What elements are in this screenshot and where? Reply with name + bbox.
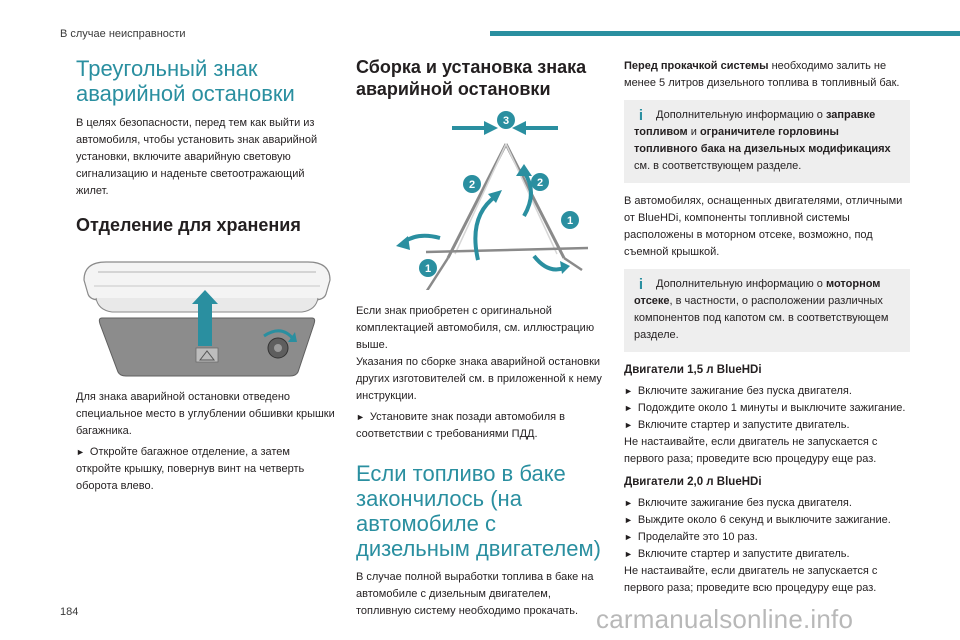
storage-bullet: ► Откройте багажное отделение, а затем откройте крышку, повернув винт на четверть оборота влево. bbox=[76, 446, 305, 492]
assembly-text-2: Указания по сборке знака аварийной остановки других изготовителей см. в приложенной к нему инструкции. bbox=[356, 356, 602, 402]
bullet-arrow-icon: ► bbox=[76, 447, 85, 457]
engine-1-5-title: Двигатели 1,5 л BlueHDi bbox=[624, 364, 762, 376]
page-number: 184 bbox=[60, 606, 79, 618]
safety-intro: В целях безопасности, перед тем как выйти из автомобиля, чтобы установить знак аварийной установки, включите аварийную световую сигнализацию и наденьте светоотражающий жилет. bbox=[76, 117, 318, 197]
column-assembly bbox=[356, 56, 608, 624]
fuel-empty-title: Если топливо в баке закончилось (на автомобиле с дизельным двигателем) bbox=[356, 461, 601, 561]
bullet-arrow-icon: ► bbox=[356, 412, 365, 422]
svg-text:2: 2 bbox=[468, 179, 476, 191]
engine2-step-1: ► Включите зажигание без пуска двигателя. bbox=[624, 497, 852, 509]
info-icon: i bbox=[638, 107, 644, 124]
engine1-note: Не настаивайте, если двигатель не запускается с первого раза; проведите всю процедуру еще раз. bbox=[624, 436, 878, 465]
assembly-bullet: ► Установите знак позади автомобиля в соответствии с требованиями ПДД. bbox=[356, 411, 565, 440]
storage-title: Отделение для хранения bbox=[76, 215, 301, 235]
info-icon: i bbox=[638, 276, 644, 293]
watermark: carmanualsonline.info bbox=[596, 604, 854, 634]
svg-text:1: 1 bbox=[566, 215, 574, 227]
engine2-step-4: ► Включите стартер и запустите двигатель. bbox=[624, 548, 850, 560]
fuel-empty-text: В случае полной выработки топлива в баке на автомобиле с дизельным двигателем, топливную систему необходимо прокачать. bbox=[356, 571, 594, 617]
engine2-step-2: ► Выждите около 6 секунд и выключите зажигание. bbox=[624, 514, 891, 526]
svg-text:2: 2 bbox=[536, 177, 544, 189]
tailgate-storage-illustration bbox=[76, 250, 338, 378]
section-header: В случае неисправности bbox=[60, 28, 186, 40]
svg-text:1: 1 bbox=[424, 263, 432, 275]
column-fuel-priming bbox=[624, 58, 910, 601]
engine2-note: Не настаивайте, если двигатель не запускается с первого раза; проведите всю процедуру еще раз. bbox=[624, 565, 878, 594]
info-box-engine-compartment: i Дополнительную информацию о моторном отсеке, в частности, о расположении различных компонентов под капотом см. в соответствующем разделе. bbox=[624, 269, 910, 352]
assembly-text-1: Если знак приобретен с оригинальной комплектацией автомобиля, см. иллюстрацию выше. bbox=[356, 305, 595, 351]
storage-text: Для знака аварийной остановки отведено специальное место в углублении обшивки крышки багажника. bbox=[76, 391, 335, 437]
svg-text:3: 3 bbox=[502, 115, 510, 127]
priming-intro: Перед прокачкой системы необходимо залить не менее 5 литров дизельного топлива в топливный бак. bbox=[624, 60, 900, 89]
arrow-shaft bbox=[198, 300, 212, 346]
engine1-step-1: ► Включите зажигание без пуска двигателя. bbox=[624, 385, 852, 397]
engine-2-0-title: Двигатели 2,0 л BlueHDi bbox=[624, 476, 762, 488]
engines-text: В автомобилях, оснащенных двигателями, отличными от BlueHDi, компоненты топливной системы расположены в моторном отсеке, возможно, под съемной крышкой. bbox=[624, 195, 903, 258]
warning-triangle-title: Треугольный знак аварийной остановки bbox=[76, 56, 295, 106]
engine1-step-3: ► Включите стартер и запустите двигатель. bbox=[624, 419, 850, 431]
info-box-refuelling: i Дополнительную информацию о заправке топливом и ограничителе горловины топливного бака на дизельных модификациях см. в соответствующем разделе. bbox=[624, 100, 910, 183]
header-accent-bar bbox=[490, 31, 960, 36]
engine2-step-3: ► Проделайте это 10 раз. bbox=[624, 531, 758, 543]
assembly-title: Сборка и установка знака аварийной остановки bbox=[356, 57, 587, 99]
triangle-assembly-illustration bbox=[356, 110, 608, 290]
engine1-step-2: ► Подождите около 1 минуты и выключите зажигание. bbox=[624, 402, 906, 414]
column-warning-triangle bbox=[76, 56, 338, 495]
